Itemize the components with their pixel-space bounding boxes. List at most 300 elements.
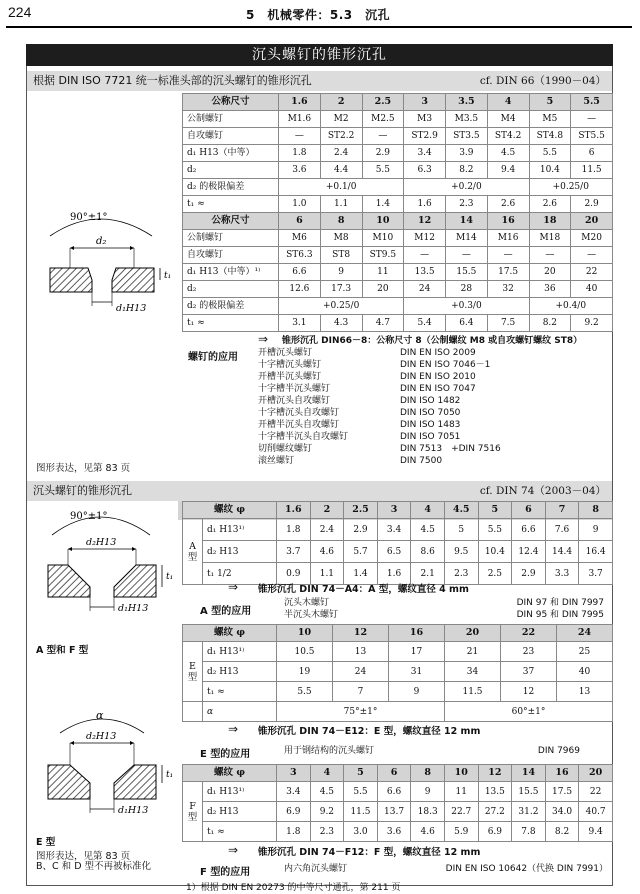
cell: 11	[362, 264, 404, 281]
cell: 4.5	[310, 782, 344, 802]
example-a: 锥形沉孔 DIN 74－A4：A 型，螺纹直径 4 mm	[258, 584, 469, 595]
cell: 1.1	[320, 196, 362, 213]
table-row	[183, 128, 613, 145]
app-standard: DIN EN ISO 2010	[400, 372, 476, 382]
header-cell: 5	[344, 765, 378, 782]
cell: 20	[529, 264, 571, 281]
section1-cf: cf. DIN 66（1990－04）	[479, 75, 606, 87]
cell: 13.5	[478, 782, 512, 802]
app-name: 切削螺纹螺钉	[258, 444, 313, 454]
cell: 3.1	[279, 315, 321, 332]
angle-label-af: 90°±1°	[70, 511, 108, 522]
table-header-row	[183, 765, 613, 782]
header-rule	[6, 26, 632, 28]
figure-note-1: 图形表达，见第 83 页	[36, 463, 131, 474]
cell: 9	[389, 682, 445, 702]
cell: M4	[487, 111, 529, 128]
cell: ST8	[320, 247, 362, 264]
cell: 5	[444, 519, 478, 541]
cell: M10	[362, 230, 404, 247]
header-cell: 10	[444, 765, 478, 782]
screw-app-list	[258, 347, 598, 467]
cell: 36	[529, 281, 571, 298]
header-cell: 14	[446, 213, 488, 230]
header-cell: 2	[320, 94, 362, 111]
cell: 5.5	[362, 162, 404, 179]
list-item	[284, 609, 604, 621]
table-row	[183, 541, 613, 563]
cell: 3.4	[277, 782, 311, 802]
cell: M3	[404, 111, 446, 128]
cell: 40.7	[579, 802, 613, 822]
table-row	[183, 642, 613, 662]
tableE	[182, 624, 613, 722]
cell: M1.6	[279, 111, 321, 128]
row-label: d₁ H13（中等）¹⁾	[183, 264, 279, 281]
row-label: t₁ ≈	[203, 822, 277, 842]
cell: 11.5	[344, 802, 378, 822]
header-cell: 4	[310, 765, 344, 782]
app-name: 十字槽半沉头螺钉	[258, 384, 331, 394]
cell: 1.8	[277, 519, 311, 541]
cell: 9.4	[579, 822, 613, 842]
app-standard: DIN 7513 +DIN 7516	[400, 444, 501, 454]
header-cell: 18	[529, 213, 571, 230]
cell: 40	[557, 662, 613, 682]
list-item	[258, 419, 598, 431]
d2-label-af: d₂H13	[86, 537, 117, 548]
cell: 15.5	[512, 782, 546, 802]
d2-label-1: d₂	[96, 236, 107, 247]
cell: M18	[529, 230, 571, 247]
cell: 2.5	[478, 563, 512, 585]
type-a-app-label: A 型的应用	[200, 606, 252, 617]
cell: 60°±1°	[445, 702, 613, 722]
cell: 21	[445, 642, 501, 662]
table-row	[183, 315, 613, 332]
type-e-app-list	[284, 745, 604, 757]
list-item	[258, 407, 598, 419]
alpha-label: α	[96, 709, 104, 722]
app-name: 用于钢结构的沉头螺钉	[284, 746, 375, 756]
example-e: 锥形沉孔 DIN 74－E12：E 型，螺纹直径 12 mm	[258, 726, 481, 737]
header-cell: 20	[445, 625, 501, 642]
row-label: d₂ H13	[203, 662, 277, 682]
cell: 1.4	[344, 563, 378, 585]
cell: 5.5	[344, 782, 378, 802]
app-name: 十字槽沉头自攻螺钉	[258, 408, 340, 418]
cell: 7.5	[487, 315, 529, 332]
cell: 17.5	[545, 782, 579, 802]
cell: 8.2	[545, 822, 579, 842]
cell: 1.6	[377, 563, 411, 585]
cell: —	[571, 247, 613, 264]
header-cell: 7	[545, 502, 579, 519]
cell: 3.9	[446, 145, 488, 162]
cell: 9.5	[444, 541, 478, 563]
cell: 5.7	[344, 541, 378, 563]
cell: ST2.2	[320, 128, 362, 145]
section1-title: 根据 DIN ISO 7721 统一标准头部的沉头螺钉的锥形沉孔	[33, 74, 312, 87]
list-item	[258, 347, 598, 359]
app-name: 沉头木螺钉	[284, 598, 330, 608]
t1-label-af: t₁	[166, 572, 174, 582]
cell: M2	[320, 111, 362, 128]
type-f-app-list	[284, 863, 608, 875]
cell: 10.5	[277, 642, 333, 662]
cell: 75°±1°	[277, 702, 445, 722]
header-cell: 1.6	[277, 502, 311, 519]
cell: 8.2	[446, 162, 488, 179]
type-af-label: A 型和 F 型	[36, 645, 89, 656]
cell: 17.5	[487, 264, 529, 281]
header-cell: 2.5	[362, 94, 404, 111]
type-e-label: E 型	[36, 837, 56, 848]
list-item	[258, 455, 598, 467]
cell: 1.8	[277, 822, 311, 842]
list-item	[258, 395, 598, 407]
table-row	[183, 162, 613, 179]
cell: 14.4	[545, 541, 579, 563]
cell: 6.3	[404, 162, 446, 179]
row-label: t₁ ≈	[183, 196, 279, 213]
cell: 2.3	[444, 563, 478, 585]
app-name: 十字槽半沉头自攻螺钉	[258, 432, 349, 442]
cell: 22	[571, 264, 613, 281]
app-standard: DIN EN ISO 2009	[400, 348, 476, 358]
app-standard: DIN 97 和 DIN 7997	[516, 598, 604, 608]
cell: +0.1/0	[279, 179, 404, 196]
cell: 18.3	[411, 802, 445, 822]
cell: 6.6	[377, 782, 411, 802]
row-label: 自攻螺钉	[183, 247, 279, 264]
header-cell: 10	[277, 625, 333, 642]
list-item	[258, 443, 598, 455]
t1-label-1: t₁	[164, 271, 172, 281]
cell: 34.0	[545, 802, 579, 822]
cell: 13.5	[404, 264, 446, 281]
type-label: E 型	[183, 642, 203, 702]
row-label: d₂ H13	[203, 802, 277, 822]
header-cell: 8	[579, 502, 613, 519]
app-standard: DIN EN ISO 10642（代换 DIN 7991）	[445, 864, 608, 874]
cell: 0.9	[277, 563, 311, 585]
app-name: 半沉头木螺钉	[284, 610, 339, 620]
cell: 9	[579, 519, 613, 541]
row-label: t₁ ≈	[183, 315, 279, 332]
d1-label-1: d₁H13	[116, 303, 147, 314]
row-label: d₁ H13¹⁾	[203, 782, 277, 802]
header-cell: 5.5	[571, 94, 613, 111]
d1-label-e: d₁H13	[118, 805, 149, 816]
app-standard: DIN ISO 7050	[400, 408, 461, 418]
row-label: d₁ H13¹⁾	[203, 519, 277, 541]
app-name: 开槽沉头螺钉	[258, 348, 313, 358]
header-cell: 4	[411, 502, 445, 519]
app-name: 内六角沉头螺钉	[284, 864, 348, 874]
cell: ST6.3	[279, 247, 321, 264]
cell: ST9.5	[362, 247, 404, 264]
cell: 2.9	[362, 145, 404, 162]
cell: 13	[557, 682, 613, 702]
screw-app-label: 螺钉的应用	[188, 352, 238, 363]
header-cell: 10	[362, 213, 404, 230]
row-label: 公制螺钉	[183, 230, 279, 247]
cell: +0.2/0	[404, 179, 529, 196]
app-standard: DIN 7969	[537, 746, 580, 756]
cell: M8	[320, 230, 362, 247]
cell: 28	[446, 281, 488, 298]
cell: 31.2	[512, 802, 546, 822]
cell: —	[529, 247, 571, 264]
table-row	[183, 111, 613, 128]
d1-label-af: d₁H13	[118, 603, 149, 613]
page-number: 224	[8, 4, 32, 20]
table-row	[183, 196, 613, 213]
header-cell: 12	[478, 765, 512, 782]
cell: 3.3	[545, 563, 579, 585]
arrow-icon: ⇒	[228, 843, 239, 857]
cell: 20	[362, 281, 404, 298]
list-item	[258, 431, 598, 443]
chapter-title: 5 机械零件：5.3 沉孔	[246, 8, 391, 22]
row-label: d₂	[183, 281, 279, 298]
list-item	[284, 863, 608, 875]
cell: 3.6	[279, 162, 321, 179]
header-cell: 公称尺寸	[183, 94, 279, 111]
row-label: d₂ 的极限偏差	[183, 179, 279, 196]
section2-header	[27, 481, 612, 501]
footnote: 1）根据 DIN EN 20273 的中等尺寸通孔，第 211 页	[186, 883, 401, 893]
cell: 12.6	[279, 281, 321, 298]
app-standard: DIN ISO 1483	[400, 420, 461, 430]
app-standard: DIN EN ISO 7047	[400, 384, 476, 394]
table-row	[183, 662, 613, 682]
table-row	[183, 145, 613, 162]
cell: 2.9	[512, 563, 546, 585]
table-header-row	[183, 625, 613, 642]
header-cell: 3.5	[446, 94, 488, 111]
cell: 5.5	[277, 682, 333, 702]
cell: 25	[557, 642, 613, 662]
list-item	[258, 371, 598, 383]
banner-title: 沉头螺钉的锥形沉孔	[26, 44, 613, 66]
row-label: d₁ H13¹⁾	[203, 642, 277, 662]
table2-size-6-to-20	[182, 212, 613, 332]
cell: 1.6	[404, 196, 446, 213]
header-cell: 3	[277, 765, 311, 782]
cell: 31	[389, 662, 445, 682]
type-a-app-list	[284, 597, 604, 621]
cell: 7.6	[545, 519, 579, 541]
section1-header	[27, 71, 612, 91]
table-header-row	[183, 502, 613, 519]
app-name: 开槽沉头自攻螺钉	[258, 396, 331, 406]
cell: 3.4	[377, 519, 411, 541]
cell: ST4.8	[529, 128, 571, 145]
table-row	[183, 264, 613, 281]
header-cell: 公称尺寸	[183, 213, 279, 230]
cell: 22	[579, 782, 613, 802]
row-label: d₁ H13（中等）	[183, 145, 279, 162]
app-standard: DIN ISO 1482	[400, 396, 461, 406]
row-label: 公制螺钉	[183, 111, 279, 128]
cell: 3.6	[377, 822, 411, 842]
cell: 22.7	[444, 802, 478, 822]
cell: 11.5	[571, 162, 613, 179]
cell: 7.8	[512, 822, 546, 842]
cell: 2.4	[320, 145, 362, 162]
arrow-icon: ⇒	[228, 722, 239, 736]
cell: M16	[487, 230, 529, 247]
cell: 23	[501, 642, 557, 662]
app-standard: DIN ISO 7051	[400, 432, 461, 442]
cell: 4.5	[411, 519, 445, 541]
header-cell: 16	[545, 765, 579, 782]
table-header-row	[183, 213, 613, 230]
app-name: 十字槽沉头螺钉	[258, 360, 322, 370]
cell: —	[487, 247, 529, 264]
cell: 6.9	[277, 802, 311, 822]
cell: 2.3	[446, 196, 488, 213]
header-cell: 14	[512, 765, 546, 782]
figure-note-2: 图形表达，见第 83 页	[36, 851, 131, 862]
cell: 4.5	[487, 145, 529, 162]
arrow-icon: ⇒	[228, 580, 239, 594]
cell: 12	[501, 682, 557, 702]
side-note-bcd: B、C 和 D 型不再被标准化	[36, 861, 152, 872]
list-item	[258, 383, 598, 395]
countersink-figure-1	[30, 208, 178, 316]
header-cell: 24	[557, 625, 613, 642]
table-row	[183, 802, 613, 822]
cell: 9	[320, 264, 362, 281]
cell: 9.4	[487, 162, 529, 179]
cell: 4.4	[320, 162, 362, 179]
type-e-app-label: E 型的应用	[200, 749, 251, 760]
cell: 9.2	[310, 802, 344, 822]
countersink-figure-af	[30, 505, 178, 613]
cell: 11.5	[445, 682, 501, 702]
table-header-row	[183, 94, 613, 111]
header-cell: 螺纹 φ	[183, 625, 277, 642]
cell: +0.3/0	[404, 298, 529, 315]
cell: 2.3	[310, 822, 344, 842]
cell: M6	[279, 230, 321, 247]
cell: 4.6	[411, 822, 445, 842]
cell: 8.2	[529, 315, 571, 332]
row-label: t₁ ≈	[203, 682, 277, 702]
cell: 4.6	[310, 541, 344, 563]
app-name: 开槽半沉头螺钉	[258, 372, 322, 382]
cell: ST4.2	[487, 128, 529, 145]
cell: —	[404, 247, 446, 264]
table-row	[183, 782, 613, 802]
countersink-figure-e	[30, 707, 178, 819]
cell: 32	[487, 281, 529, 298]
cell: 3.0	[344, 822, 378, 842]
cell: 34	[445, 662, 501, 682]
cell: 4.7	[362, 315, 404, 332]
cell: 2.1	[411, 563, 445, 585]
table-row	[183, 822, 613, 842]
cell: M20	[571, 230, 613, 247]
cell: 2.9	[344, 519, 378, 541]
cell: M2.5	[362, 111, 404, 128]
cell: +0.25/0	[529, 179, 613, 196]
cell: M14	[446, 230, 488, 247]
app-name: 开槽半沉头自攻螺钉	[258, 420, 340, 430]
cell: 24	[333, 662, 389, 682]
cell: 1.8	[279, 145, 321, 162]
header-cell: 22	[501, 625, 557, 642]
cell: 6.4	[446, 315, 488, 332]
cell: 24	[404, 281, 446, 298]
cell: —	[446, 247, 488, 264]
header-cell: 12	[333, 625, 389, 642]
cell: 7	[333, 682, 389, 702]
row-label: d₂	[183, 162, 279, 179]
cell: 6	[571, 145, 613, 162]
cell: 17	[389, 642, 445, 662]
cell: 5.5	[478, 519, 512, 541]
cell: 5.5	[529, 145, 571, 162]
row-label: t₁ 1/2	[203, 563, 277, 585]
type-f-app-label: F 型的应用	[200, 867, 251, 878]
cell: 8.6	[411, 541, 445, 563]
cell: 37	[501, 662, 557, 682]
cell: 13.7	[377, 802, 411, 822]
table-row	[183, 179, 613, 196]
cell: ST2.9	[404, 128, 446, 145]
cell: 2.6	[529, 196, 571, 213]
section2-cf: cf. DIN 74（2003－04）	[479, 485, 606, 497]
list-item	[284, 745, 604, 757]
cell: 40	[571, 281, 613, 298]
table-row	[183, 519, 613, 541]
type-label: A 型	[183, 519, 203, 585]
cell: M12	[404, 230, 446, 247]
cell: 15.5	[446, 264, 488, 281]
header-cell: 4	[487, 94, 529, 111]
cell: 3.7	[579, 563, 613, 585]
cell: 1.4	[362, 196, 404, 213]
type-label: F 型	[183, 782, 203, 842]
cell: 27.2	[478, 802, 512, 822]
header-cell: 3	[404, 94, 446, 111]
header-cell: 16	[389, 625, 445, 642]
cell: —	[571, 111, 613, 128]
list-item	[258, 359, 598, 371]
header-cell: 2	[310, 502, 344, 519]
cell: 10.4	[478, 541, 512, 563]
arrow-icon: ⇒	[258, 332, 269, 346]
cell: 2.6	[487, 196, 529, 213]
section2-title: 沉头螺钉的锥形沉孔	[33, 484, 132, 497]
cell: M3.5	[446, 111, 488, 128]
list-item	[284, 597, 604, 609]
header-cell: 2.5	[344, 502, 378, 519]
row-label: 自攻螺钉	[183, 128, 279, 145]
cell: —	[279, 128, 321, 145]
cell: 1.1	[310, 563, 344, 585]
header-cell: 3	[377, 502, 411, 519]
table-row	[183, 247, 613, 264]
header-cell: 5	[478, 502, 512, 519]
example-f: 锥形沉孔 DIN 74－F12：F 型，螺纹直径 12 mm	[258, 847, 481, 858]
cell: 12.4	[512, 541, 546, 563]
cell: ST5.5	[571, 128, 613, 145]
